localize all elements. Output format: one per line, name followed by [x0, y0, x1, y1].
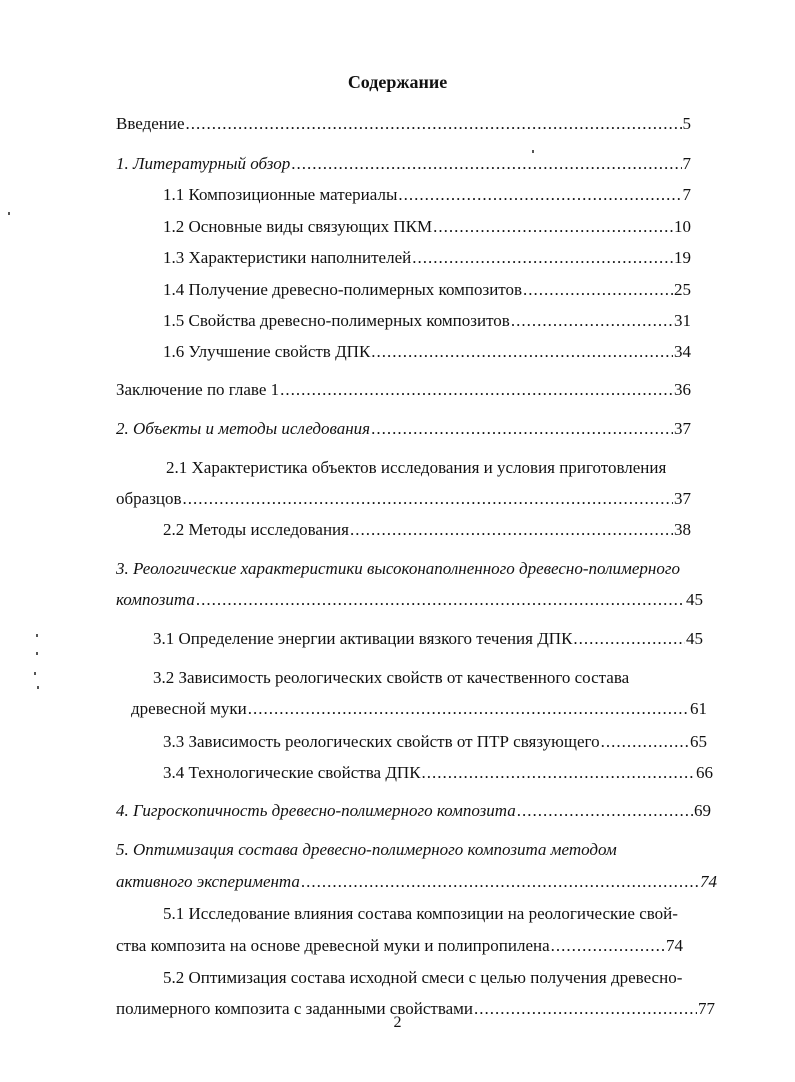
toc-entry-page: 25	[674, 280, 691, 299]
toc-entry[interactable]	[163, 246, 691, 270]
toc-entry-label: древесной муки	[131, 699, 247, 718]
toc-leader	[517, 799, 693, 823]
toc-entry-label: полимерного композита с заданными свойствами	[116, 999, 474, 1018]
page-title: Содержание	[347, 72, 448, 92]
toc-entry-label: 4. Гигроскопичность древесно-полимерного композита	[116, 801, 516, 820]
toc-entry-page: 37	[674, 489, 691, 508]
toc-leader	[371, 417, 673, 441]
toc-entry-label: 1.6 Улучшение свойств ДПК	[163, 342, 371, 361]
toc-leader	[398, 183, 681, 207]
toc-entry-page: 61	[690, 699, 707, 718]
toc-leader	[186, 112, 682, 136]
toc-entry-page: 45	[686, 629, 703, 648]
scan-speck	[8, 212, 10, 215]
toc-entry-label: 1.1 Композиционные материалы	[163, 185, 398, 204]
toc-entry[interactable]	[153, 627, 703, 651]
toc-entry[interactable]	[163, 730, 707, 754]
toc-entry-line1: 5.1 Исследование влияния состава композиции на реологические свой-	[163, 904, 678, 923]
toc-leader	[183, 487, 673, 511]
scan-speck	[36, 634, 38, 637]
toc-entry-page: 7	[682, 154, 691, 173]
toc-entry-line1: 2.1 Характеристика объектов исследования и условия приготовления	[166, 458, 667, 477]
toc-entry-label: 1. Литературный обзор	[116, 154, 291, 173]
toc-entry-label: активного эксперимента	[116, 872, 300, 891]
toc-entry-label: 3.3 Зависимость реологических свойств от ПТР связующего	[163, 732, 600, 751]
toc-entry-page: 38	[674, 520, 691, 539]
toc-entry[interactable]	[116, 152, 691, 176]
toc-leader	[301, 870, 699, 894]
toc-leader	[433, 215, 673, 239]
toc-entry-page: 7	[682, 185, 691, 204]
toc-entry-line1: 5.2 Оптимизация состава исходной смеси с целью получения древесно-	[163, 968, 683, 987]
toc-entry[interactable]	[163, 183, 691, 207]
toc-entry[interactable]	[163, 340, 691, 364]
scan-speck	[36, 652, 38, 655]
toc-entry-page: 5	[682, 114, 691, 133]
toc-entry[interactable]	[116, 799, 711, 823]
toc-entry[interactable]	[131, 697, 707, 721]
toc-entry-label: ства композита на основе древесной муки и полипропилена	[116, 936, 550, 955]
toc-entry-line1: 5. Оптимизация состава древесно-полимерного композита методом	[116, 840, 617, 859]
toc-entry-page: 74	[700, 872, 717, 891]
toc-entry-label: 1.3 Характеристики наполнителей	[163, 248, 412, 267]
toc-entry-page: 37	[674, 419, 691, 438]
toc-entry-label: 2.2 Методы исследования	[163, 520, 349, 539]
toc-entry-line1: 3.2 Зависимость реологических свойств от качественного состава	[153, 668, 630, 687]
toc-leader	[248, 697, 689, 721]
toc-entry[interactable]	[116, 870, 717, 894]
toc-entry-label: 1.5 Свойства древесно-полимерных композитов	[163, 311, 510, 330]
toc-entry[interactable]	[116, 378, 691, 402]
toc-leader	[196, 588, 685, 612]
toc-entry[interactable]	[116, 588, 703, 612]
toc-entry-page: 10	[674, 217, 691, 236]
toc-leader	[412, 246, 673, 270]
toc-entry-label: 3.4 Технологические свойства ДПК	[163, 763, 421, 782]
toc-leader	[422, 761, 695, 785]
toc-entry-page: 69	[694, 801, 711, 820]
toc-entry-page: 66	[696, 763, 713, 782]
toc-entry-label: Заключение по главе 1	[116, 380, 280, 399]
page-number: 2	[393, 1014, 402, 1031]
toc-entry[interactable]	[116, 487, 691, 511]
toc-entry-page: 74	[666, 936, 683, 955]
toc-leader	[523, 278, 673, 302]
scan-speck	[37, 686, 39, 689]
toc-leader	[291, 152, 681, 176]
toc-entry-label: 2. Объекты и методы иследования	[116, 419, 371, 438]
toc-entry-page: 36	[674, 380, 691, 399]
toc-entry-page: 65	[690, 732, 707, 751]
toc-entry[interactable]	[163, 518, 691, 542]
toc-leader	[350, 518, 673, 542]
toc-entry[interactable]	[163, 761, 713, 785]
toc-leader	[280, 378, 673, 402]
toc-entry-page: 34	[674, 342, 691, 361]
toc-entry-label: композита	[116, 590, 195, 609]
toc-entry[interactable]	[116, 934, 683, 958]
toc-entry-label: 1.2 Основные виды связующих ПКМ	[163, 217, 433, 236]
toc-entry-page: 19	[674, 248, 691, 267]
toc-entry-line1: 3. Реологические характеристики высоконаполненного древесно-полимерного	[116, 559, 680, 578]
toc-entry-page: 77	[698, 999, 715, 1018]
toc-entry-label: Введение	[116, 114, 185, 133]
scan-speck	[532, 150, 534, 153]
scan-speck	[34, 672, 36, 675]
toc-leader	[511, 309, 673, 333]
toc-leader	[371, 340, 673, 364]
toc-entry[interactable]	[116, 112, 691, 136]
toc-entry-label: 1.4 Получение древесно-полимерных композитов	[163, 280, 523, 299]
toc-entry[interactable]	[163, 309, 691, 333]
toc-entry[interactable]	[163, 215, 691, 239]
toc-leader	[601, 730, 689, 754]
toc-entry-page: 31	[674, 311, 691, 330]
toc-entry-page: 45	[686, 590, 703, 609]
toc-leader	[551, 934, 665, 958]
toc-entry[interactable]	[163, 278, 691, 302]
toc-leader	[573, 627, 685, 651]
toc-entry-label: 3.1 Определение энергии активации вязкого течения ДПК	[153, 629, 573, 648]
toc-entry[interactable]	[116, 417, 691, 441]
toc-entry-label: образцов	[116, 489, 182, 508]
